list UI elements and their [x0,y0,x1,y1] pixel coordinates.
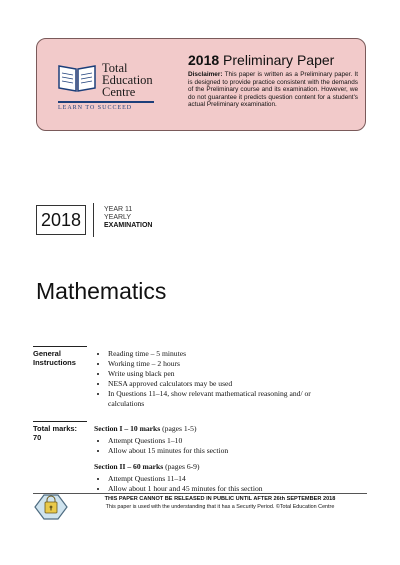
exam-frequency: YEARLY [104,214,132,221]
marks-rule [33,421,87,422]
section-2-item: • Attempt Questions 11–14 [108,474,334,484]
instruction-item: • Reading time – 5 minutes [108,349,334,359]
paper-title-text: Preliminary Paper [223,52,335,68]
subject-title: Mathematics [36,278,167,304]
section-1-heading [94,424,197,433]
logo-wordmark [102,62,153,98]
section-2-list [94,474,334,494]
section-2-pages: (pages 6-9) [165,462,200,471]
instructions-label: General Instructions [33,349,76,367]
disclaimer [188,71,358,109]
section-1-title: Section I – 10 marks [94,424,161,433]
exam-type: EXAMINATION [104,222,153,229]
exam-divider [93,203,94,237]
footer-rule [33,493,367,494]
security-badge-icon [34,494,68,520]
section-1-item: • Attempt Questions 1–10 [108,436,334,446]
instruction-item: • Working time – 2 hours [108,359,334,369]
total-marks-value: 70 [33,433,42,442]
paper-title-year: 2018 [188,52,220,68]
marks-label-block [33,424,89,442]
instruction-item: • In Questions 11–14, show relevant mathematical reasoning and/ or calculations [108,389,334,409]
disclaimer-label: Disclaimer: [188,71,223,78]
total-marks-label: Total marks: [33,424,78,433]
section-2-title: Section II – 60 marks [94,462,164,471]
section-2-heading [94,462,199,471]
exam-year-level: YEAR 11 [104,206,133,213]
logo-line-1: Total [102,61,128,75]
disclaimer-text: This paper is written as a Preliminary paper. It is designed to provide practice consistent with the demands of the Preliminary course and its examination. However, we do not guarantee it predicts question content for a student's actual Preliminary examination. [188,71,358,109]
section-1-item: • Allow about 15 minutes for this section [108,446,334,456]
instruction-item: • Write using black pen [108,369,334,379]
instructions-rule [33,346,87,347]
footer-release-notice: THIS PAPER CANNOT BE RELEASED IN PUBLIC UNTIL AFTER 26th SEPTEMBER 2018 [104,496,336,502]
footer-security-notice: This paper is used with the understanding that it has a Security Period. ©Total Education Centre [105,504,335,510]
paper-title [188,52,334,68]
logo-tagline: LEARN TO SUCCEED [58,105,133,111]
logo-underline [58,101,154,103]
section-1-pages: (pages 1-5) [162,424,197,433]
instructions-list [94,349,334,409]
exam-meta [104,206,152,230]
open-book-icon [56,60,98,94]
logo-line-3: Centre [102,85,136,99]
section-1-list [94,436,334,456]
logo-line-2: Education [102,73,153,87]
section-2-item: • Allow about 1 hour and 45 minutes for this section [108,484,334,494]
exam-year-box: 2018 [36,205,86,235]
instruction-item: • NESA approved calculators may be used [108,379,334,389]
